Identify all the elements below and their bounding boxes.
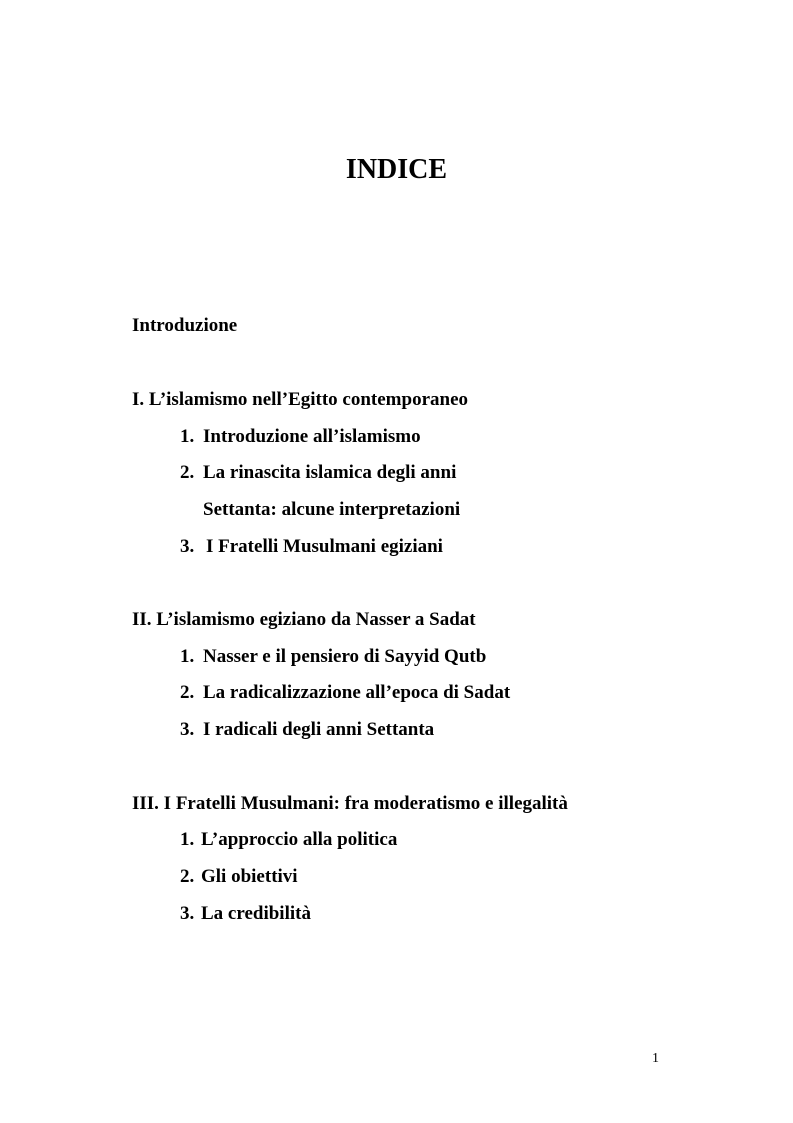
page-title: INDICE [345,154,448,185]
toc-chapter-3-item-3[interactable] [180,901,311,927]
toc-chapter-1-item-2-continuation[interactable]: Settanta: alcune interpretazioni [203,499,461,520]
toc-chapter-1-item-2[interactable] [180,460,456,486]
toc-item-text: Introduzione all’islamismo [203,426,421,447]
toc-item-text: I radicali degli anni Settanta [203,719,435,740]
toc-item-number: 2. [180,866,195,887]
toc-item-number: 2. [180,682,195,703]
toc-item-text: La radicalizzazione all’epoca di Sadat [203,682,511,703]
toc-item-text: Nasser e il pensiero di Sayyid Qutb [203,646,487,667]
toc-chapter-2-item-1[interactable] [180,644,486,670]
toc-item-text: La rinascita islamica degli anni [203,462,457,483]
toc-chapter-1-item-3[interactable] [180,534,443,560]
toc-intro[interactable]: Introduzione [132,315,238,336]
toc-item-text: I Fratelli Musulmani egiziani [206,536,443,557]
toc-item-number: 2. [180,462,195,483]
toc-item-number: 3. [180,719,195,740]
toc-item-text: Gli obiettivi [201,866,298,887]
toc-item-number: 3. [180,536,195,557]
toc-chapter-3-title[interactable]: III. I Fratelli Musulmani: fra moderatismo e illegalità [132,793,568,814]
toc-item-number: 1. [180,426,195,447]
toc-item-text: L’approccio alla politica [201,829,398,850]
toc-item-number: 1. [180,829,195,850]
toc-chapter-1-title[interactable]: I. L’islamismo nell’Egitto contemporaneo [132,389,469,410]
toc-chapter-3-item-2[interactable] [180,864,298,890]
toc-chapter-2-item-2[interactable] [180,680,510,706]
toc-chapter-1-item-1[interactable] [180,424,421,450]
toc-item-text: La credibilità [201,903,311,924]
toc-chapter-2-title[interactable]: II. L’islamismo egiziano da Nasser a Sadat [132,609,476,630]
toc-item-number: 1. [180,646,195,667]
toc-chapter-3-item-1[interactable] [180,827,397,853]
toc-item-number: 3. [180,903,195,924]
toc-chapter-2-item-3[interactable] [180,717,434,743]
page-number: 1 [652,1051,659,1066]
